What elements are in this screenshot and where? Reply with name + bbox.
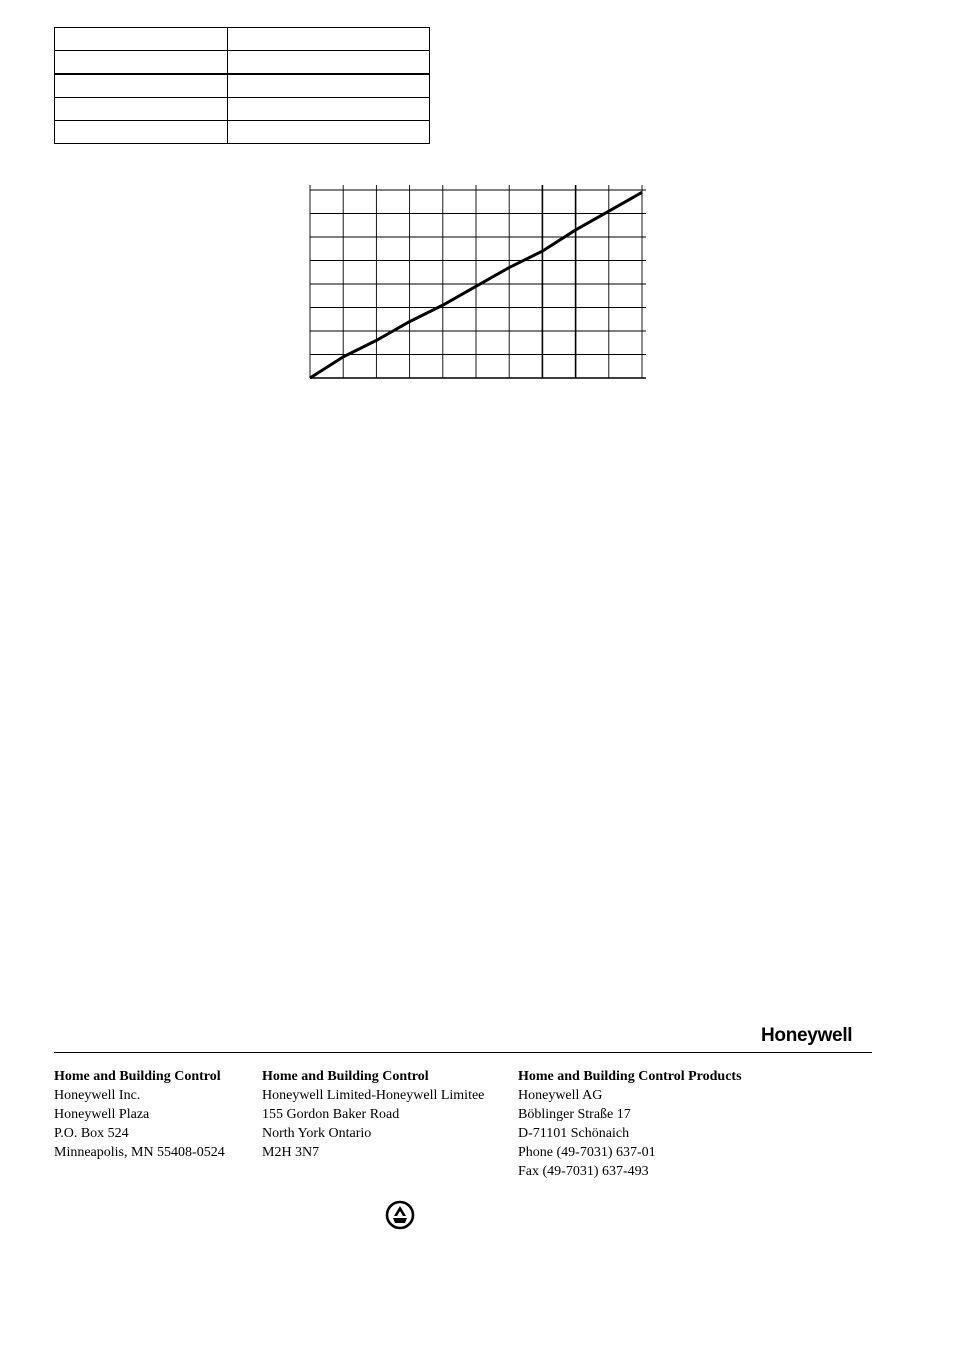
characteristic-chart: [300, 180, 652, 386]
address-block-germany: [518, 1067, 742, 1181]
address-title: Home and Building Control: [262, 1069, 429, 1084]
address-line: Honeywell Plaza: [54, 1107, 150, 1122]
address-line: Phone (49-7031) 637-01: [518, 1145, 656, 1160]
address-line: Honeywell Inc.: [54, 1088, 141, 1103]
address-line: Fax (49-7031) 637-493: [518, 1164, 649, 1179]
address-line: 155 Gordon Baker Road: [262, 1107, 400, 1122]
honeywell-logo: Honeywell: [761, 1025, 853, 1046]
table-row: [55, 51, 430, 75]
address-line: Honeywell AG: [518, 1088, 603, 1103]
recycle-icon: [385, 1200, 415, 1230]
spec-table: [54, 27, 430, 144]
address-title: Home and Building Control: [54, 1069, 221, 1084]
address-block-us: [54, 1067, 225, 1162]
address-title: Home and Building Control Products: [518, 1069, 742, 1084]
address-line: D-71101 Schönaich: [518, 1126, 630, 1141]
table-row: [55, 74, 430, 98]
address-line: Minneapolis, MN 55408-0524: [54, 1145, 225, 1160]
address-line: Böblinger Straße 17: [518, 1107, 631, 1122]
address-block-canada: [262, 1067, 484, 1162]
address-line: Honeywell Limited-Honeywell Limitee: [262, 1088, 485, 1103]
address-line: North York Ontario: [262, 1126, 372, 1141]
footer-divider: [54, 1052, 872, 1053]
table-row: [55, 28, 430, 51]
address-line: P.O. Box 524: [54, 1126, 129, 1141]
table-row: [55, 121, 430, 144]
address-line: M2H 3N7: [262, 1145, 320, 1160]
table-row: [55, 98, 430, 121]
